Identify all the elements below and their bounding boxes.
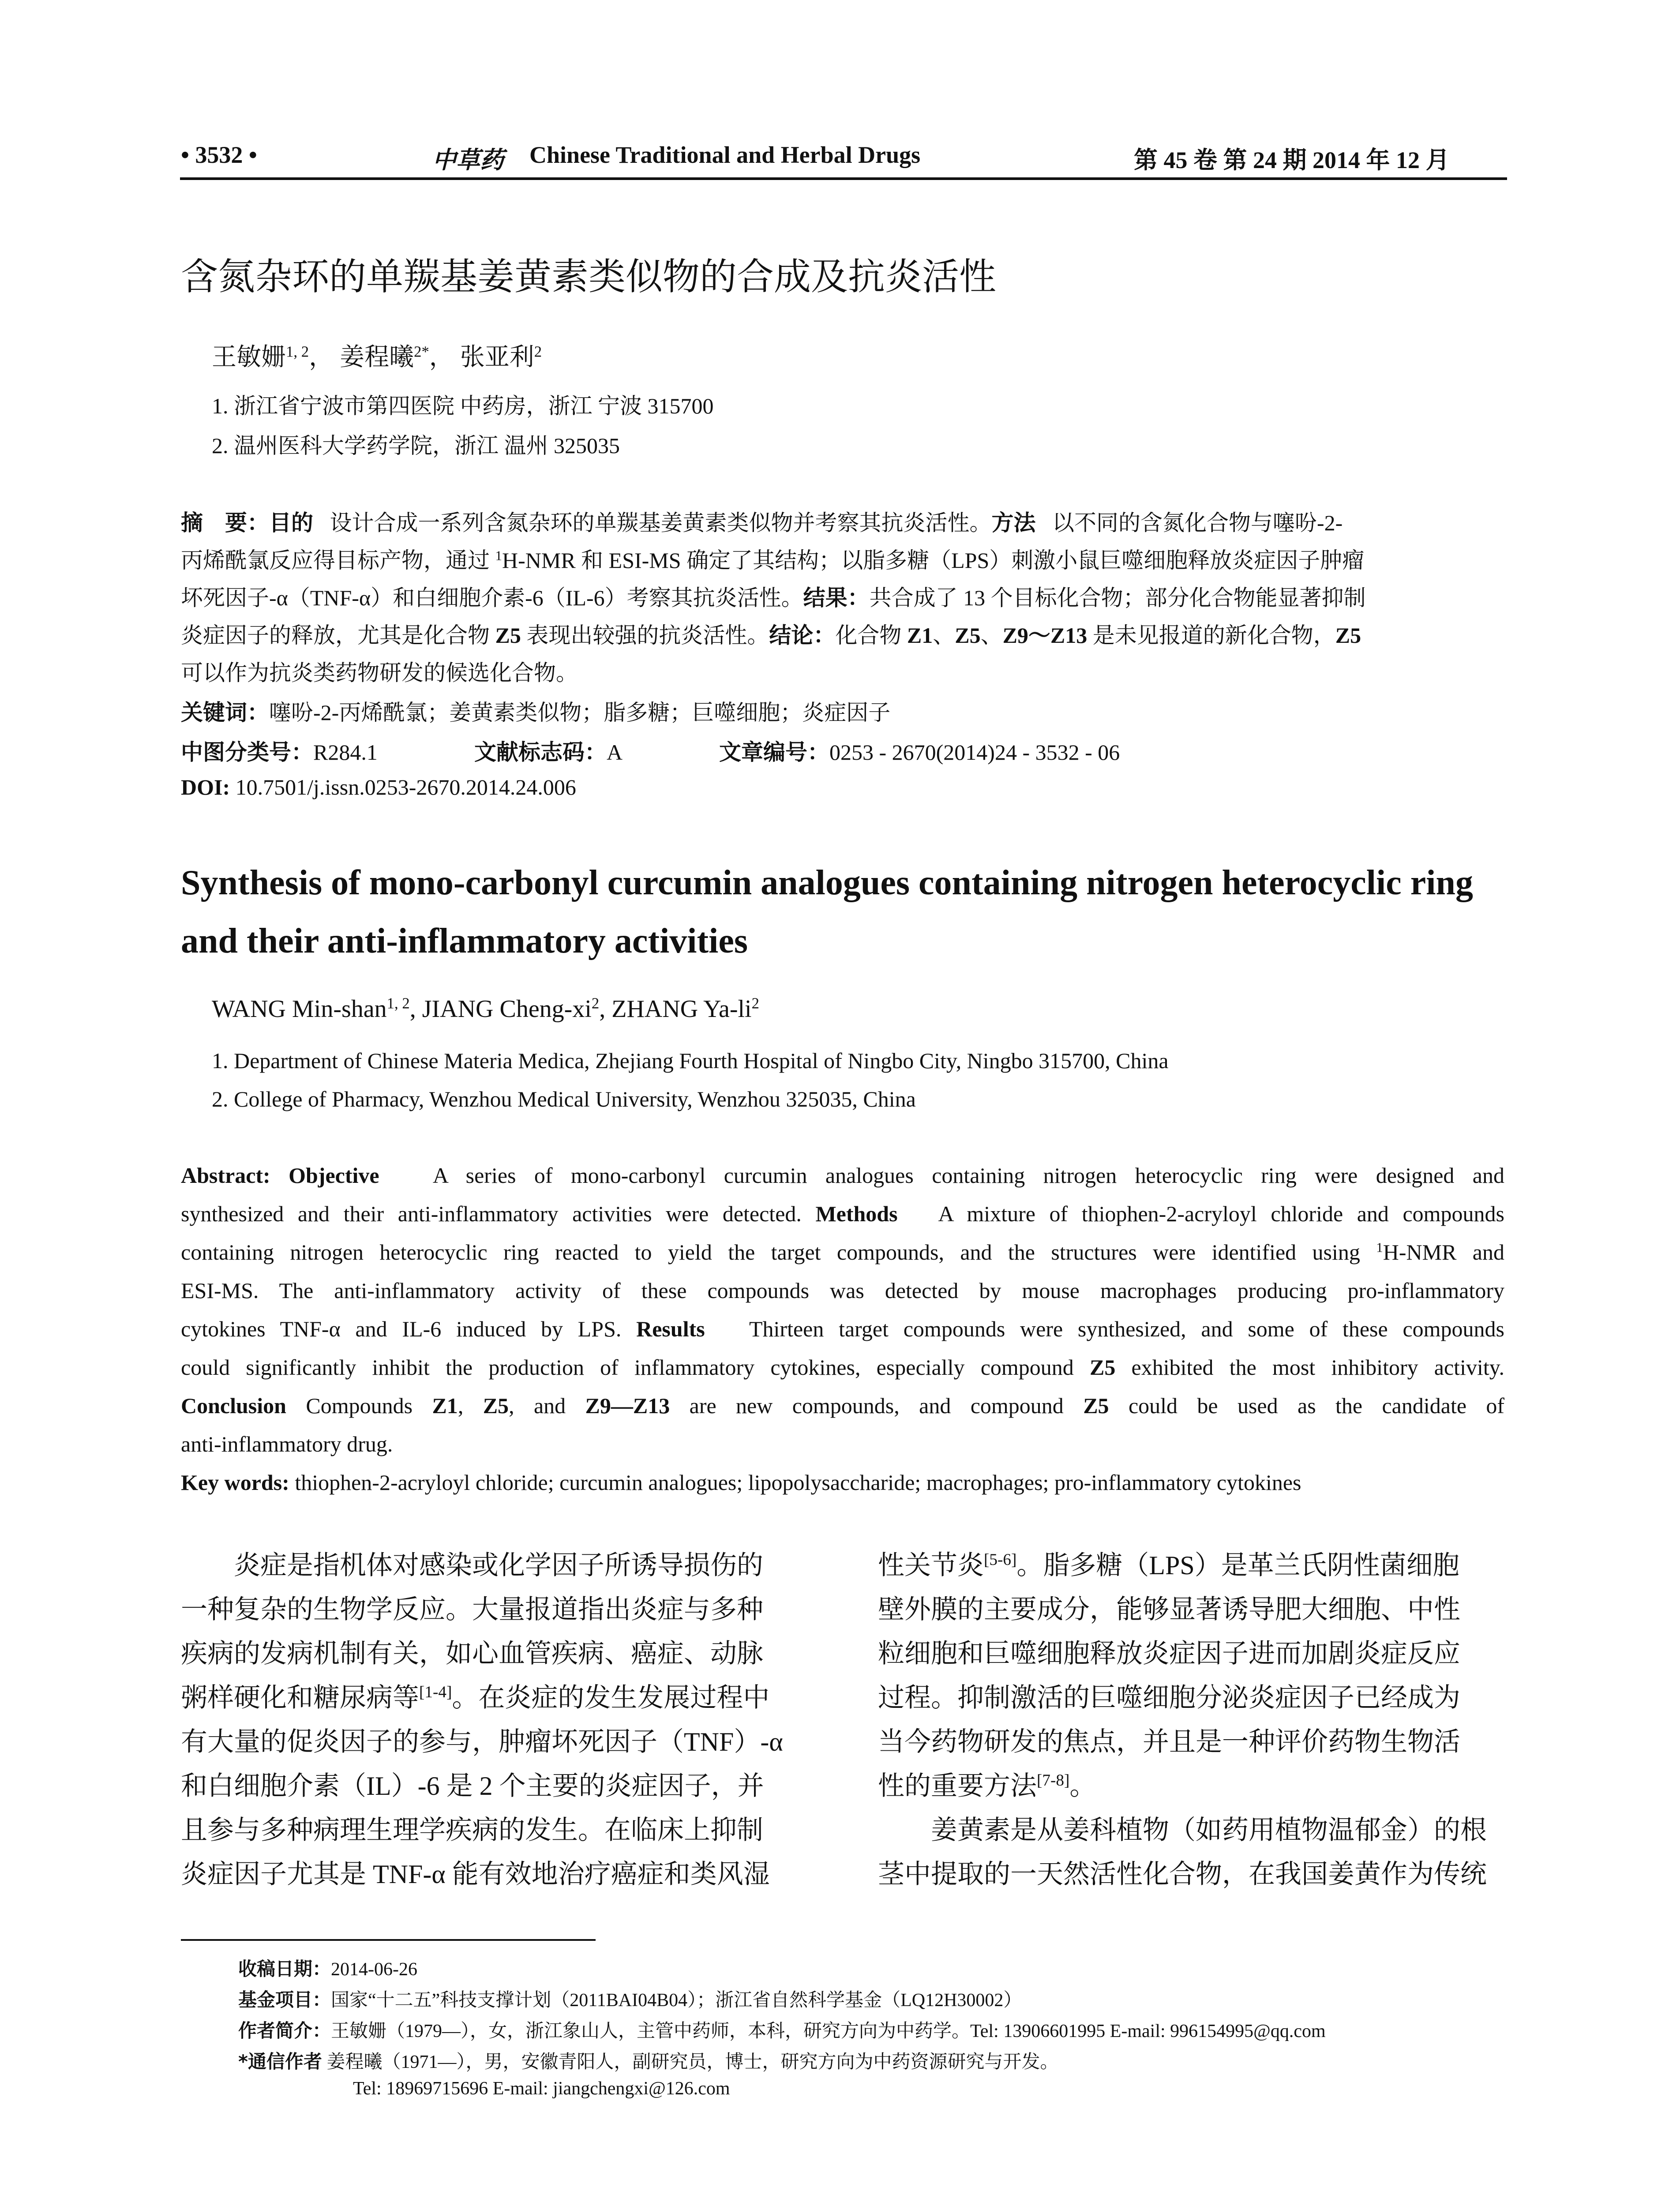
body-right-line-8: 茎中提取的一天然活性化合物，在我国姜黄作为传统 bbox=[878, 1860, 1487, 1889]
abstract-en-line-2: synthesized and their anti-inflammatory activities were detected. Methods A mixture of thiophen-2-acryloyl chloride and compounds bbox=[181, 1201, 1505, 1226]
author-en-3: , ZHANG Ya-li bbox=[599, 995, 752, 1023]
keywords-cn: 关键词：噻吩-2-丙烯酰氯；姜黄素类似物；脂多糖；巨噬细胞；炎症因子 bbox=[181, 700, 891, 725]
running-header bbox=[181, 141, 1504, 176]
doi: DOI: 10.7501/j.issn.0253-2670.2014.24.006 bbox=[181, 775, 576, 799]
body-right-line-5: 当今药物研发的焦点，并且是一种评价药物生物活 bbox=[878, 1727, 1460, 1756]
document-code: 文献标志码：A bbox=[474, 739, 623, 765]
abstract-en-line-6: could significantly inhibit the production of inflammatory cytokines, especially compound Z5 exhibited the most inhibitory activity. bbox=[181, 1355, 1505, 1380]
body-right-line-7: 姜黄素是从姜科植物（如药用植物温郁金）的根 bbox=[878, 1816, 1487, 1845]
body-right-line-6: 性的重要方法[7-8]。 bbox=[878, 1771, 1096, 1801]
abstract-en-line-5: cytokines TNF-α and IL-6 induced by LPS. Results Thirteen target compounds were synthesized, and some of these compounds bbox=[181, 1317, 1504, 1341]
body-left-line-7: 且参与多种病理生理学疾病的发生。在临床上抑制 bbox=[181, 1816, 763, 1845]
article-number: 文章编号：0253 - 2670(2014)24 - 3532 - 06 bbox=[719, 739, 1120, 765]
journal-name-en: Chinese Traditional and Herbal Drugs bbox=[529, 142, 921, 168]
affiliation-en-2: 2. College of Pharmacy, Wenzhou Medical University, Wenzhou 325035, China bbox=[212, 1087, 916, 1111]
footnote-received: 收稿日期：2014-06-26 bbox=[238, 1958, 417, 1980]
abstract-en-line-1: Abstract: Objective A series of mono-carbonyl curcumin analogues containing nitrogen heterocyclic ring were designed and bbox=[181, 1163, 1504, 1188]
affiliation-cn-1: 1. 浙江省宁波市第四医院 中药房，浙江 宁波 315700 bbox=[212, 394, 714, 418]
footnote-fund: 基金项目：国家“十二五”科技支撑计划（2011BAI04B04）；浙江省自然科学基金（LQ12H30002） bbox=[238, 1989, 1022, 2011]
body-right-line-1: 性关节炎[5-6]。脂多糖（LPS）是革兰氏阴性菌细胞 bbox=[878, 1551, 1459, 1580]
body-right-line-3: 粒细胞和巨噬细胞释放炎症因子进而加剧炎症反应 bbox=[878, 1639, 1460, 1668]
header-rule bbox=[180, 177, 1507, 180]
authors-en: WANG Min-shan$^{1, 2}$, JIANG Cheng-$xi^2$, ZHANG $Ya-li^2$ bbox=[212, 994, 759, 1023]
footnote-author: 作者简介：王敏姗（1979—），女，浙江象山人，主管中药师，本科，研究方向为中药学。Tel: 13906601995 E-mail: 996154995@qq.com bbox=[238, 2020, 1326, 2041]
author-en-2: , JIANG Cheng-xi bbox=[409, 995, 592, 1023]
affiliation-cn-2: 2. 温州医科大学药学院，浙江 温州 325035 bbox=[212, 433, 620, 458]
author-cn-3: 张亚利 bbox=[460, 344, 534, 371]
body-left-line-6: 和白细胞介素（IL）-6 是 2 个主要的炎症因子，并 bbox=[181, 1771, 764, 1801]
abstract-en-line-3: containing nitrogen heterocyclic ring reacted to yield the target compounds, and the structures were identified using $^1$H-NMR and bbox=[181, 1239, 1504, 1264]
abstract-cn-line-2: 丙烯酰氯反应得目标产物，通过 $^1$H-NMR 和 ESI-MS 确定了其结构；以脂多糖（LPS）刺激小鼠巨噬细胞释放炎症因子肿瘤 bbox=[181, 548, 1365, 573]
body-right-line-2: 壁外膜的主要成分，能够显著诱导肥大细胞、中性 bbox=[878, 1595, 1460, 1624]
journal-name-cn: 中草药 bbox=[432, 146, 504, 174]
footnote-rule bbox=[181, 1939, 596, 1941]
body-left-line-1: 炎症是指机体对感染或化学因子所诱导损伤的 bbox=[181, 1551, 763, 1580]
author-cn-2-aff: 2* bbox=[414, 343, 429, 360]
abstract-cn-line-4: 炎症因子的释放，尤其是化合物 Z5 表现出较强的抗炎活性。结论：化合物 Z1、Z5、Z9～Z13 是未见报道的新化合物，Z5 bbox=[181, 623, 1361, 648]
keywords-en: Key words: thiophen-2-acryloyl chloride; curcumin analogues; lipopolysaccharide; macrophages; pro-inflammatory cytokines bbox=[181, 1470, 1301, 1495]
clc-number: 中图分类号：R284.1 bbox=[181, 739, 378, 765]
affiliation-en-1: 1. Department of Chinese Materia Medica, Zhejiang Fourth Hospital of Ningbo City, Ningbo 315700, China bbox=[212, 1048, 1169, 1073]
citation-7-8: [7-8] bbox=[1037, 1771, 1070, 1790]
author-en-1: WANG Min-shan bbox=[212, 995, 387, 1023]
body-right-line-4: 过程。抑制激活的巨噬细胞分泌炎症因子已经成为 bbox=[878, 1683, 1460, 1712]
footnote-corresponding-contact: Tel: 18969715696 E-mail: jiangchengxi@126.com bbox=[353, 2078, 730, 2099]
body-left-line-4: 粥样硬化和糖尿病等[1-4]。在炎症的发生发展过程中 bbox=[181, 1683, 770, 1712]
abstract-en-line-4: ESI-MS. The anti-inflammatory activity of these compounds was detected by mouse macrophages producing pro-inflammatory bbox=[181, 1278, 1504, 1303]
citation-5-6: [5-6] bbox=[984, 1551, 1017, 1569]
body-left-line-2: 一种复杂的生物学反应。大量报道指出炎症与多种 bbox=[181, 1595, 763, 1624]
author-cn-3-aff: 2 bbox=[534, 343, 542, 360]
author-cn-1-aff: 1, 2 bbox=[286, 343, 309, 360]
author-cn-1: 王敏姗 bbox=[212, 344, 286, 371]
footnote-corresponding: *通信作者 姜程曦（1971—），男，安徽青阳人，副研究员，博士，研究方向为中药资源研究与开发。 bbox=[238, 2051, 1059, 2072]
body-left-line-5: 有大量的促炎因子的参与，肿瘤坏死因子（TNF）-α bbox=[181, 1727, 783, 1756]
author-cn-2: 姜程曦 bbox=[340, 344, 414, 371]
title-en: Synthesis of mono-carbonyl curcumin analogues containing nitrogen heterocyclic ring and their anti-inflammatory activities bbox=[181, 863, 1473, 960]
authors-cn: 王敏姗$^{1, 2}$， 姜程曦$^{2*}$， 张亚利$^2$ bbox=[212, 343, 542, 371]
page-number: • 3532 • bbox=[181, 142, 257, 168]
title-cn: 含氮杂环的单羰基姜黄素类似物的合成及抗炎活性 bbox=[181, 255, 997, 298]
abstract-cn-line-1: 摘 要：目的 设计合成一系列含氮杂环的单羰基姜黄素类似物并考察其抗炎活性。方法 以不同的含氮化合物与噻吩-2- bbox=[181, 510, 1343, 536]
body-left-line-8: 炎症因子尤其是 TNF-α 能有效地治疗癌症和类风湿 bbox=[181, 1860, 770, 1889]
abstract-cn-line-5: 可以作为抗炎类药物研发的候选化合物。 bbox=[181, 660, 578, 685]
abstract-cn-line-3: 坏死因子-α（TNF-α）和白细胞介素-6（IL-6）考察其抗炎活性。结果：共合成了 13 个目标化合物；部分化合物能显著抑制 bbox=[181, 585, 1366, 611]
citation-1-4: [1-4] bbox=[419, 1683, 452, 1701]
abstract-en-line-8: anti-inflammatory drug. bbox=[181, 1432, 393, 1456]
journal-issue: 第 45 卷 第 24 期 2014 年 12 月 bbox=[1134, 147, 1450, 173]
body-left-line-3: 疾病的发病机制有关，如心血管疾病、癌症、动脉 bbox=[181, 1639, 763, 1668]
abstract-en-line-7: Conclusion Compounds Z1, Z5, and Z9—Z13 are new compounds, and compound Z5 could be used as the candidate of bbox=[181, 1393, 1505, 1418]
